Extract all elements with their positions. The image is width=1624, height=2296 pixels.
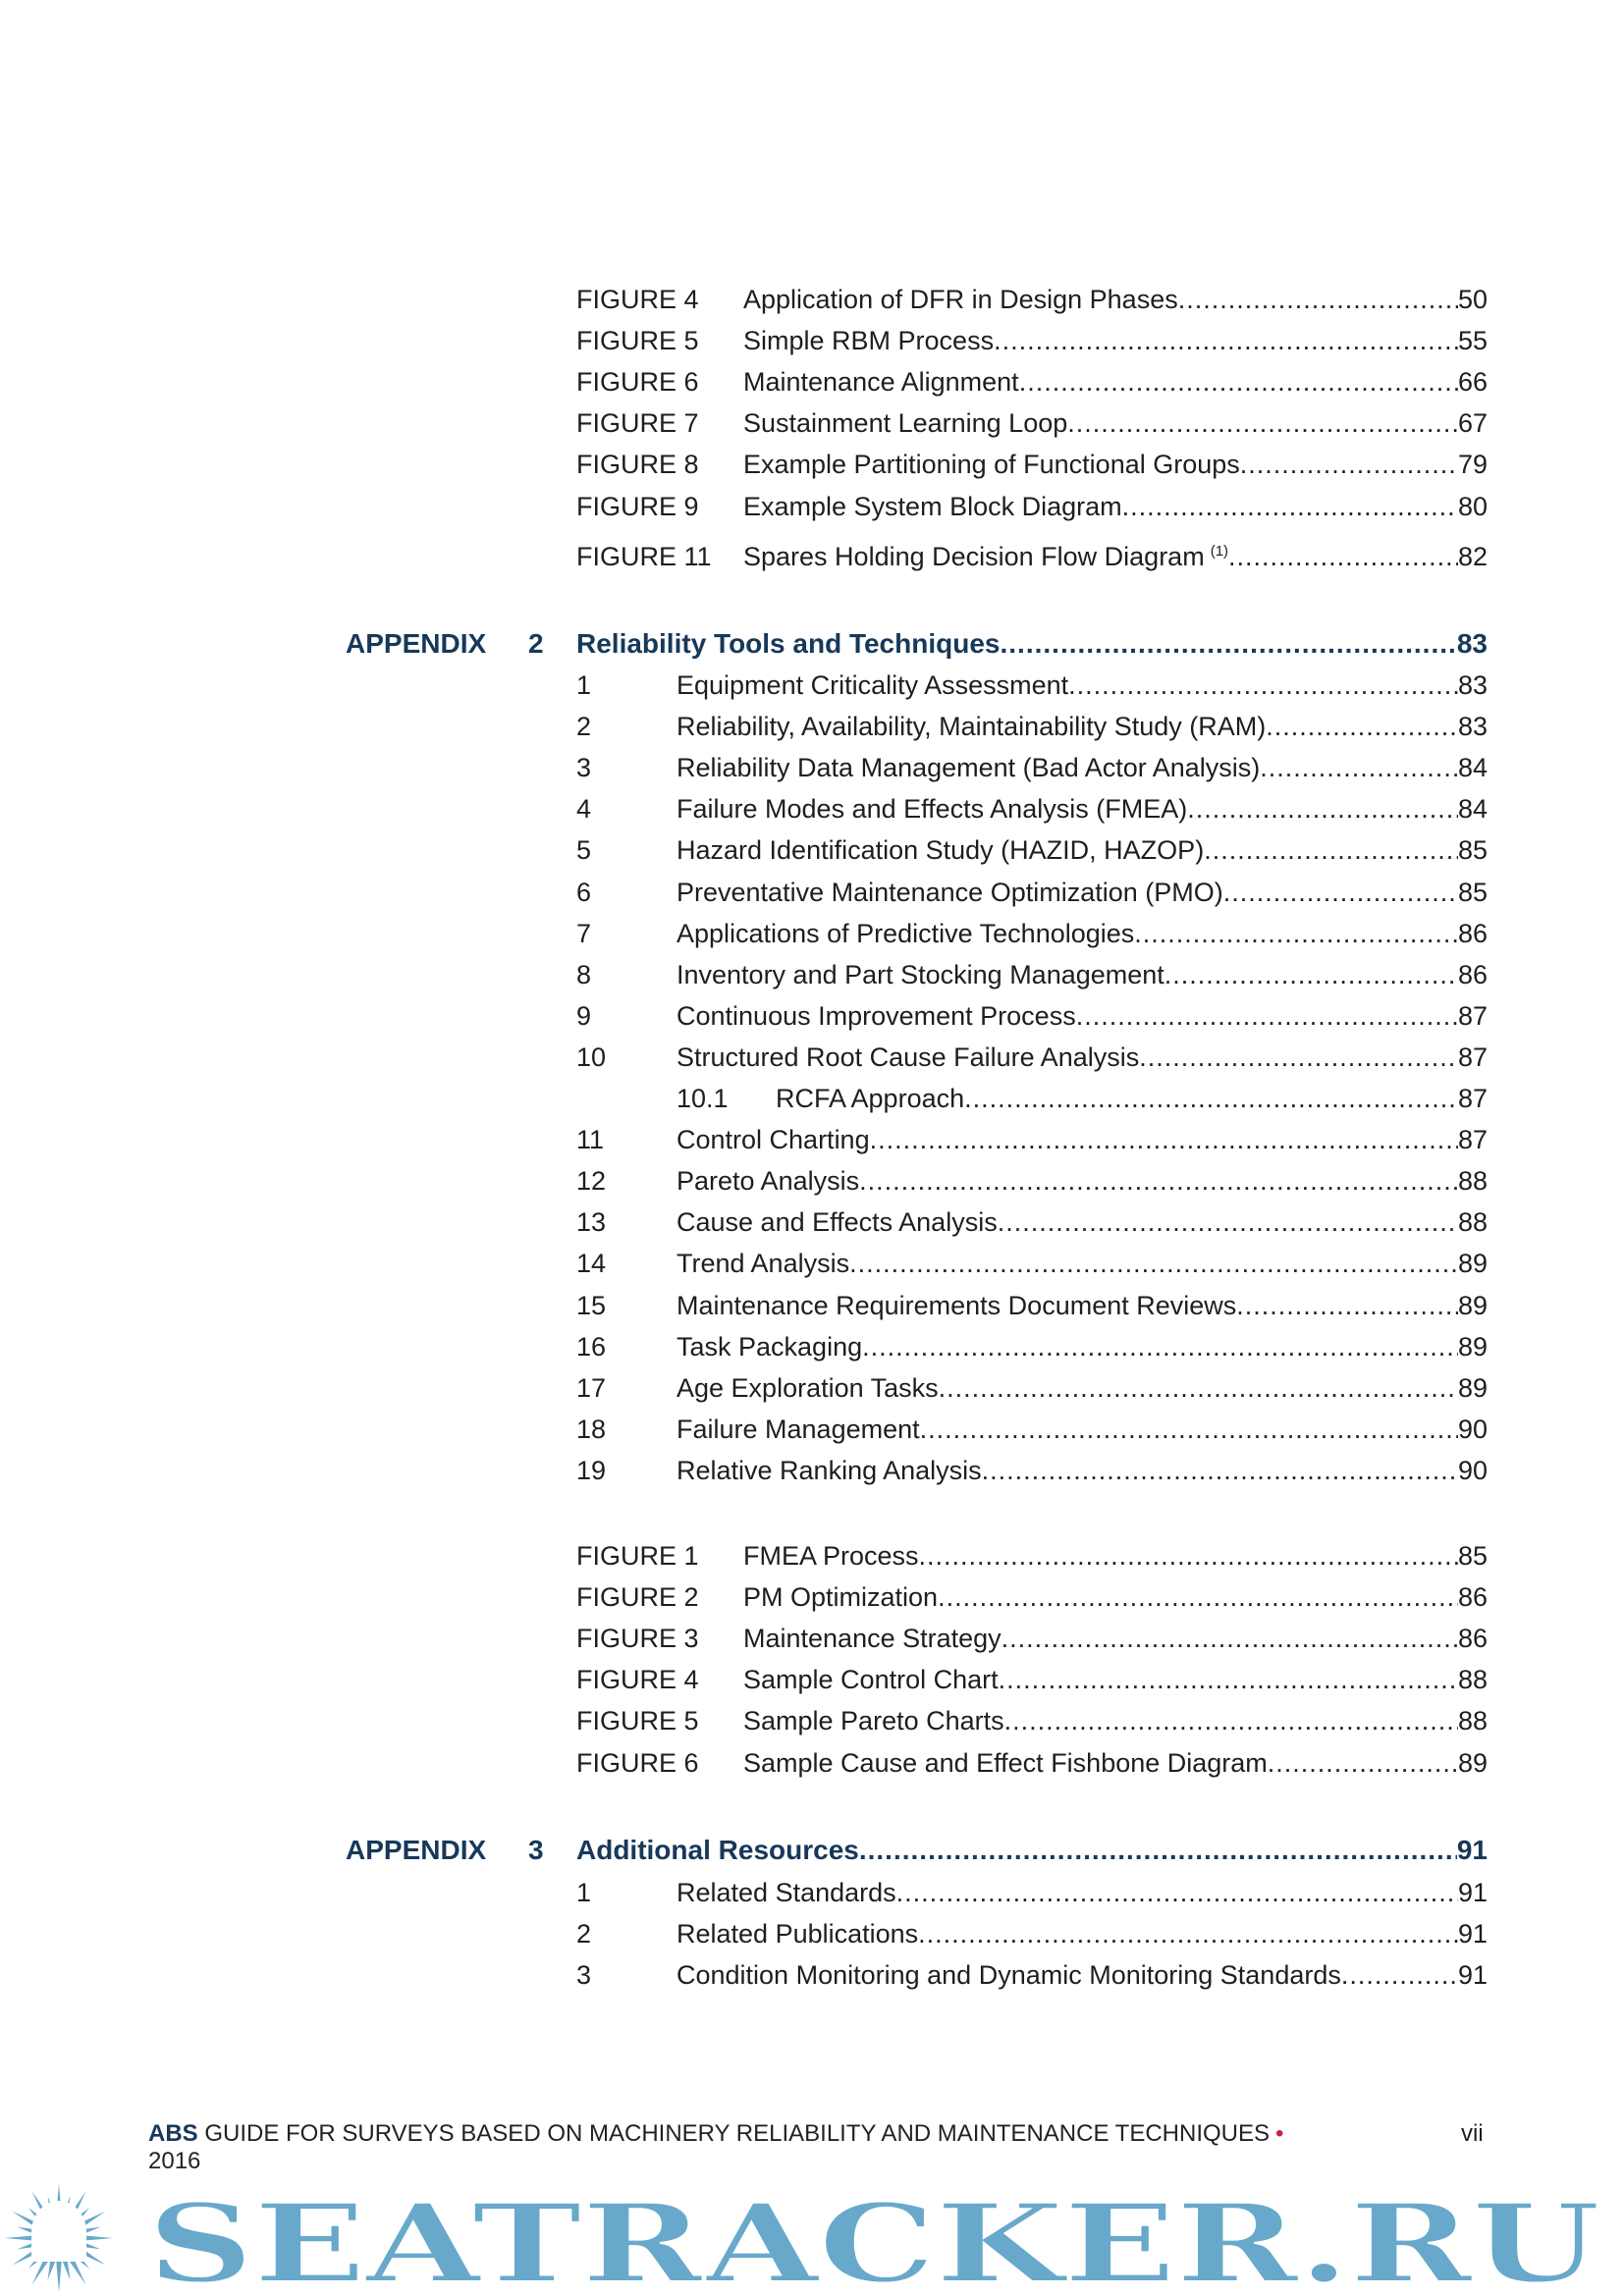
entry-title-text: Application of DFR in Design Phases [743,285,1178,314]
toc-section[interactable] [576,1450,1488,1491]
entry-page[interactable]: 87 [1457,1125,1488,1155]
entry-title[interactable] [677,1285,1236,1326]
entry-label: APPENDIX [346,628,487,659]
toc-section[interactable] [576,788,1488,829]
entry-title[interactable] [677,1367,939,1409]
entry-page[interactable]: 86 [1457,1624,1488,1654]
entry-title[interactable] [677,1409,920,1450]
dot-leader [994,320,1458,361]
entry-label: FIGURE 7 [576,408,699,439]
sun-icon [5,2184,113,2292]
entry-page[interactable]: 83 [1457,712,1488,742]
entry-label: 6 [576,877,592,907]
entry-title-text: FMEA Process [743,1541,919,1571]
footer-brand: ABS [148,2120,198,2147]
entry-title-text: Maintenance Requirements Document Reviews [677,1290,1237,1320]
entry-title-text: Reliability, Availability, Maintainability Study (RAM) [677,712,1267,742]
toc-section[interactable] [576,1243,1488,1284]
footer-year: 2016 [148,2148,201,2174]
entry-page[interactable]: 66 [1457,367,1488,398]
entry-page[interactable]: 83 [1456,628,1488,659]
entry-title[interactable] [743,1742,1268,1784]
figure-entry[interactable] [576,1700,1488,1741]
entry-title-text: Example Partitioning of Functional Groups [743,450,1240,480]
entry-label: FIGURE 9 [576,491,699,521]
entry-label: 17 [576,1372,607,1403]
entry-page[interactable]: 91 [1456,1835,1488,1865]
dot-leader [1067,402,1458,444]
entry-page[interactable]: 89 [1457,1290,1488,1320]
entry-title[interactable] [743,1618,1001,1659]
entry-page[interactable]: 55 [1457,326,1488,356]
entry-label: FIGURE 1 [576,1541,699,1571]
watermark-text: SEATRACKER.RU [147,2183,1600,2294]
entry-title[interactable] [677,872,1223,913]
entry-label: 1 [576,1878,592,1907]
entry-title[interactable] [743,402,1067,444]
entry-title[interactable] [576,623,1000,665]
figure-entry[interactable] [576,444,1488,485]
entry-title-text: Preventative Maintenance Optimization (PMO) [677,877,1223,907]
entry-page[interactable]: 87 [1457,1041,1488,1072]
dot-leader [1178,279,1458,320]
dot-leader [1122,486,1458,527]
entry-label: 19 [576,1455,607,1485]
toc-section[interactable] [576,1872,1488,1913]
entry-title-text: Pareto Analysis [677,1166,860,1197]
entry-title-text: Task Packaging [677,1331,863,1362]
dot-leader [919,1535,1458,1576]
toc-section[interactable] [576,1913,1488,1954]
entry-page[interactable]: 90 [1457,1414,1488,1444]
entry-title-text: Maintenance Strategy [743,1624,1001,1654]
dot-leader [1187,788,1458,829]
entry-title[interactable] [677,1326,862,1367]
entry-title-text: Age Exploration Tasks [677,1372,939,1403]
entry-title[interactable] [776,1078,964,1119]
toc-section[interactable] [576,913,1488,954]
entry-title[interactable] [743,1535,919,1576]
entry-label: FIGURE 6 [576,1747,699,1778]
appendix-heading[interactable] [346,623,1488,665]
figure-entry[interactable] [576,320,1488,361]
entry-label: 8 [576,959,592,989]
entry-label: 11 [576,1125,605,1155]
entry-number: 3 [528,1835,544,1865]
entry-page[interactable]: 88 [1457,1665,1488,1695]
dot-leader [1341,1954,1458,1996]
entry-title-text: Condition Monitoring and Dynamic Monitoring Standards [677,1960,1341,1991]
entry-label: 16 [576,1331,607,1362]
entry-title-text: Continuous Improvement Process [677,1000,1076,1031]
dot-leader [1236,1285,1458,1326]
entry-page[interactable]: 85 [1457,835,1488,866]
entry-page[interactable]: 83 [1457,670,1488,700]
entry-label: FIGURE 4 [576,285,699,314]
toc-section[interactable] [576,1160,1488,1201]
entry-page[interactable]: 86 [1457,1582,1488,1613]
toc-section[interactable] [576,872,1488,913]
entry-label: FIGURE 5 [576,326,699,356]
entry-title-text: Sample Cause and Effect Fishbone Diagram [743,1747,1268,1778]
figure-entry[interactable] [576,402,1488,444]
figure-entry[interactable] [576,279,1488,320]
entry-title[interactable] [677,1160,859,1201]
entry-title[interactable] [677,1201,998,1243]
dot-leader [999,1659,1458,1700]
toc-section[interactable] [576,1201,1488,1243]
entry-label: 7 [576,918,592,948]
entry-label: FIGURE 8 [576,450,699,480]
toc-section[interactable] [576,1954,1488,1996]
entry-label: 4 [576,794,592,825]
figure-entry[interactable] [576,1659,1488,1700]
entry-title[interactable] [677,954,1164,995]
entry-label: 18 [576,1414,607,1444]
entry-title-text: Inventory and Part Stocking Management [677,959,1164,989]
entry-page[interactable]: 88 [1457,1706,1488,1736]
entry-title-text: Reliability Data Management (Bad Actor Analysis) [677,753,1261,783]
toc-section[interactable] [576,995,1488,1037]
entry-title[interactable] [677,1119,870,1160]
entry-label: 2 [576,1919,592,1949]
dot-leader [859,1830,1457,1871]
entry-title[interactable] [576,1830,859,1871]
toc-subsection[interactable] [677,1078,1488,1119]
entry-title[interactable] [677,1872,896,1913]
toc-section[interactable] [576,665,1488,706]
entry-page[interactable]: 89 [1457,1372,1488,1403]
figure-entry[interactable] [576,1535,1488,1576]
figure-entry[interactable] [576,486,1488,527]
entry-page[interactable]: 89 [1457,1249,1488,1279]
entry-label: FIGURE 5 [576,1706,699,1736]
dot-leader [1223,872,1458,913]
dot-leader [982,1450,1458,1491]
entry-label: 3 [576,1960,592,1991]
entry-title-text: Sample Control Chart [743,1665,999,1695]
figure-entry[interactable] [576,1576,1488,1618]
entry-title[interactable] [677,1243,849,1284]
entry-page[interactable]: 85 [1457,877,1488,907]
entry-title[interactable] [677,1954,1341,1996]
entry-page[interactable]: 84 [1457,753,1488,783]
toc-section[interactable] [576,1037,1488,1078]
entry-page[interactable]: 85 [1457,1541,1488,1571]
entry-page[interactable]: 50 [1457,285,1488,314]
entry-title-text: Example System Block Diagram [743,491,1122,521]
entry-title-text: Failure Management [677,1414,920,1444]
entry-title-text: Relative Ranking Analysis [677,1455,982,1485]
entry-label: 1 [576,670,592,700]
dot-leader [1019,361,1458,402]
dot-leader [938,1576,1458,1618]
page-number: vii [1461,2120,1484,2147]
dot-leader [1266,706,1458,747]
entry-page[interactable]: 91 [1457,1960,1488,1991]
entry-title[interactable] [677,829,1204,871]
entry-page[interactable]: 67 [1457,408,1488,439]
entry-page[interactable]: 90 [1457,1455,1488,1485]
entry-label: FIGURE 11 [576,541,712,571]
entry-title[interactable] [743,1576,938,1618]
dot-leader [1139,1037,1458,1078]
dot-leader [1164,954,1458,995]
entry-label: FIGURE 6 [576,367,699,398]
entry-page[interactable]: 80 [1457,491,1488,521]
entry-title[interactable] [677,1913,918,1954]
entry-label: 15 [576,1290,607,1320]
appendix-heading[interactable] [346,1830,1488,1871]
entry-label: 3 [576,753,592,783]
entry-title-text: Simple RBM Process [743,326,995,356]
entry-title[interactable] [743,486,1122,527]
entry-page[interactable]: 84 [1457,794,1488,825]
watermark-logo [0,2183,1624,2294]
entry-title-text: PM Optimization [743,1582,939,1613]
dot-leader [870,1119,1458,1160]
entry-title-text: Maintenance Alignment [743,367,1019,398]
entry-label: 10.1 [677,1084,729,1113]
entry-page[interactable]: 86 [1457,959,1488,989]
entry-label: 2 [576,712,592,742]
entry-page[interactable]: 91 [1457,1878,1488,1907]
figure-entry[interactable] [576,1742,1488,1784]
entry-label: 5 [576,835,592,866]
toc-section[interactable] [576,1367,1488,1409]
entry-title[interactable] [743,444,1240,485]
entry-title-text: Structured Root Cause Failure Analysis [677,1041,1140,1072]
entry-title-text: Hazard Identification Study (HAZID, HAZOP) [677,835,1205,866]
entry-title[interactable] [743,320,994,361]
footnote-ref: (1) [1210,542,1229,560]
entry-title[interactable] [743,279,1178,320]
entry-title-text: Reliability Tools and Techniques [576,628,1001,659]
entry-title[interactable] [677,1037,1139,1078]
toc-section[interactable] [576,1409,1488,1450]
entry-title-text: Trend Analysis [677,1249,850,1279]
entry-page[interactable]: 88 [1457,1207,1488,1238]
entry-title-text: Additional Resources [576,1835,859,1865]
toc-section[interactable] [576,1285,1488,1326]
entry-label: 14 [576,1249,607,1279]
entry-title-text: Spares Holding Decision Flow Diagram [743,541,1205,571]
footer-bullet: • [1275,2120,1284,2147]
entry-title[interactable] [743,536,1228,577]
dot-leader [1260,747,1458,788]
entry-page[interactable]: 89 [1457,1331,1488,1362]
entry-title[interactable] [677,995,1076,1037]
entry-title-text: Failure Modes and Effects Analysis (FMEA) [677,794,1188,825]
entry-label: FIGURE 2 [576,1582,699,1613]
dot-leader [862,1326,1458,1367]
entry-title[interactable] [743,1659,999,1700]
dot-leader [939,1367,1458,1409]
toc-section[interactable] [576,747,1488,788]
entry-page[interactable]: 82 [1457,541,1488,571]
footer-title: GUIDE FOR SURVEYS BASED ON MACHINERY RELIABILITY AND MAINTENANCE TECHNIQUES [204,2120,1271,2147]
entry-title-text: Related Publications [677,1919,919,1949]
figure-entry[interactable] [576,1618,1488,1659]
entry-label: 9 [576,1000,592,1031]
entry-label: FIGURE 4 [576,1665,699,1695]
entry-title[interactable] [677,788,1187,829]
dot-leader [849,1243,1458,1284]
entry-title-text: Related Standards [677,1878,896,1907]
entry-title-text: Applications of Predictive Technologies [677,918,1135,948]
dot-leader [1240,444,1458,485]
entry-label: 13 [576,1207,607,1238]
dot-leader [964,1078,1458,1119]
toc-section[interactable] [576,706,1488,747]
toc-section[interactable] [576,954,1488,995]
entry-page[interactable]: 87 [1457,1084,1488,1113]
entry-title-text: Equipment Criticality Assessment [677,670,1069,700]
dot-leader [1000,623,1456,665]
dot-leader [1076,995,1458,1037]
entry-title[interactable] [677,665,1068,706]
entry-title[interactable] [677,1450,982,1491]
figure-entry[interactable] [576,361,1488,402]
entry-number: 2 [528,628,544,659]
toc-section[interactable] [576,1119,1488,1160]
entry-title-text: Sustainment Learning Loop [743,408,1068,439]
entry-title-text: Cause and Effects Analysis [677,1207,998,1238]
dot-leader [998,1201,1458,1243]
dot-leader [896,1872,1458,1913]
dot-leader [1001,1618,1458,1659]
dot-leader [920,1409,1458,1450]
dot-leader [1204,829,1458,871]
entry-title[interactable] [677,747,1260,788]
entry-page[interactable]: 89 [1457,1747,1488,1778]
entry-title[interactable] [743,1700,1004,1741]
dot-leader [859,1160,1458,1201]
entry-title[interactable] [677,913,1134,954]
entry-page[interactable]: 79 [1457,450,1488,480]
entry-title-text: Sample Pareto Charts [743,1706,1004,1736]
dot-leader [1134,913,1458,954]
dot-leader [1268,1742,1458,1784]
dot-leader [1228,536,1458,577]
entry-page[interactable]: 91 [1457,1919,1488,1949]
entry-title-text: Control Charting [677,1125,870,1155]
dot-leader [1068,665,1458,706]
entry-page[interactable]: 88 [1457,1166,1488,1197]
page-footer [148,2120,1283,2175]
entry-title-text: RCFA Approach [776,1084,965,1113]
figure-entry[interactable] [576,536,1488,577]
entry-label: 10 [576,1041,607,1072]
entry-label: APPENDIX [346,1835,487,1865]
entry-title[interactable] [743,361,1019,402]
dot-leader [1004,1700,1458,1741]
entry-page[interactable]: 86 [1457,918,1488,948]
dot-leader [918,1913,1458,1954]
entry-label: 12 [576,1166,607,1197]
entry-label: FIGURE 3 [576,1624,699,1654]
toc-section[interactable] [576,829,1488,871]
toc-section[interactable] [576,1326,1488,1367]
entry-page[interactable]: 87 [1457,1000,1488,1031]
entry-title[interactable] [677,706,1266,747]
